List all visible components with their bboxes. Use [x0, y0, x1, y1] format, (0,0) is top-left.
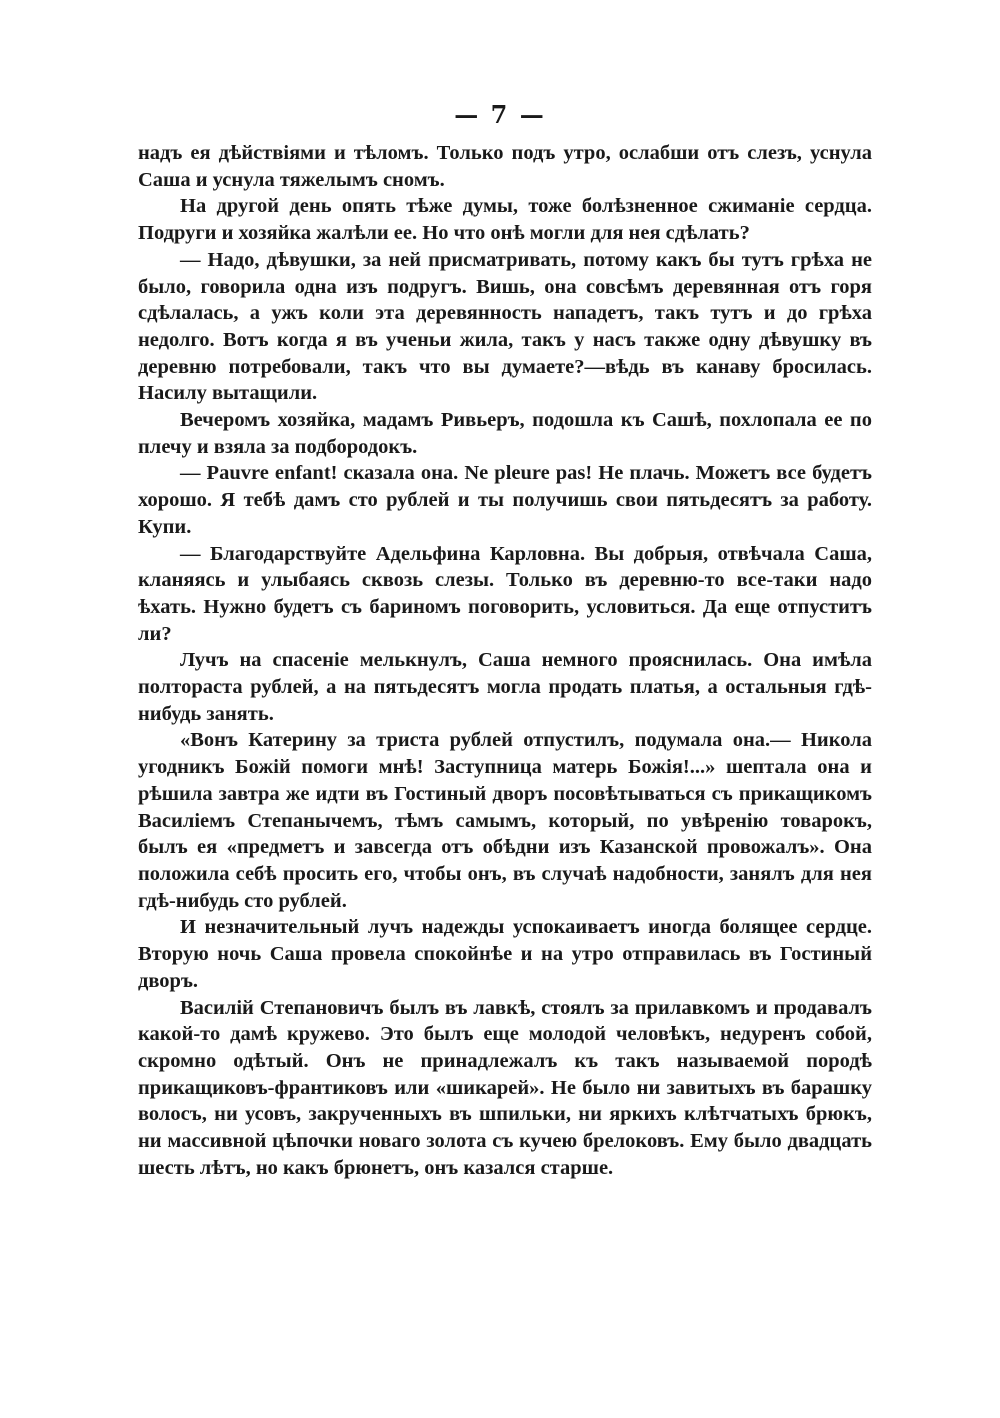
paragraph-4: Вечеромъ хозяйка, мадамъ Ривьеръ, подошла къ Сашѣ, похлопала ее по плечу и взяла за подбородокъ. — [138, 409, 872, 458]
paragraph-7: Лучъ на спасеніе мелькнулъ, Саша немного прояснилась. Она имѣла полтораста рублей, а на пятьдесятъ могла продать платья, а остальныя гдѣ-нибудь занять. — [138, 649, 872, 725]
paragraph-10: Василій Степановичъ былъ въ лавкѣ, стоялъ за прилавкомъ и продавалъ какой-то дамѣ кружево. Это былъ еще молодой человѣкъ, недуренъ собой, скромно одѣтый. Онъ не принадлежалъ къ такъ называемой породѣ прикащиковъ-франтиковъ или «шикарей». Не было ни завитыхъ въ барашку волосъ, ни усовъ, закрученныхъ въ шпильки, ни яркихъ клѣтчатыхъ брюкъ, ни массивной цѣпочки новаго золота съ кучею брелоковъ. Ему было двадцать шесть лѣтъ, но какъ брюнетъ, онъ казался старше. — [138, 996, 872, 1179]
paragraph-8: «Вонъ Катерину за триста рублей отпустилъ, подумала она.— Никола угодникъ Божій помоги мнѣ! Заступница матерь Божія!...» шептала она и рѣшила завтра же идти въ Гостиный дворъ посовѣтываться съ прикащикомъ Василіемъ Степанычемъ, тѣмъ самымъ, который, по увѣренію товарокъ, былъ ея «предметъ и завсегда отъ обѣдни изъ Казанской провожалъ». Она положила себѣ просить его, чтобы онъ, въ случаѣ надобности, занялъ для нея гдѣ-нибудь сто рублей. — [138, 729, 872, 912]
paragraph-2: На другой день опять тѣже думы, тоже болѣзненное сжиманіе сердца. Подруги и хозяйка жалѣли ее. Но что онѣ могли для нея сдѣлать? — [138, 195, 872, 245]
paragraph-5: — Pauvre enfant! сказала она. Ne pleure pas! Не плачь. Можетъ все будетъ хорошо. Я тебѣ дамъ сто рублей и ты получишь свои пятьдесятъ за работу. Купи. — [138, 462, 872, 538]
page-number: — 7 — — [454, 100, 546, 129]
page-body — [138, 140, 872, 1181]
paragraph-1: надъ ея дѣйствіями и тѣломъ. Только подъ утро, ослабши отъ слезъ, уснула Саша и уснула тяжелымъ сномъ. — [138, 142, 872, 191]
paragraph-6: — Благодарствуйте Адельфина Карловна. Вы добрыя, отвѣчала Саша, кланяясь и улыбаясь сквозь слезы. Только въ деревню-то все-таки надо ѣхать. Нужно будетъ съ бариномъ поговорить, условиться. Да еще отпуститъ ли? — [138, 542, 872, 645]
paragraph-9: И незначительный лучъ надежды успокаиваетъ иногда болящее сердце. Вторую ночь Саша провела спокойнѣе и на утро отправилась въ Гостиный дворъ. — [138, 916, 872, 992]
paragraph-3: — Надо, дѣвушки, за ней присматривать, потому какъ бы тутъ грѣха не было, говорила одна изъ подругъ. Вишь, она совсѣмъ деревянная отъ горя сдѣлалась, а ужъ коли эта деревянность нападетъ, такъ тутъ и до грѣха недолго. Вотъ когда я въ ученьи жила, такъ у насъ также одну дѣвушку въ деревню потребовали, такъ что вы думаете?—вѣдь въ канаву бросилась. Насилу вытащили. — [138, 248, 872, 405]
